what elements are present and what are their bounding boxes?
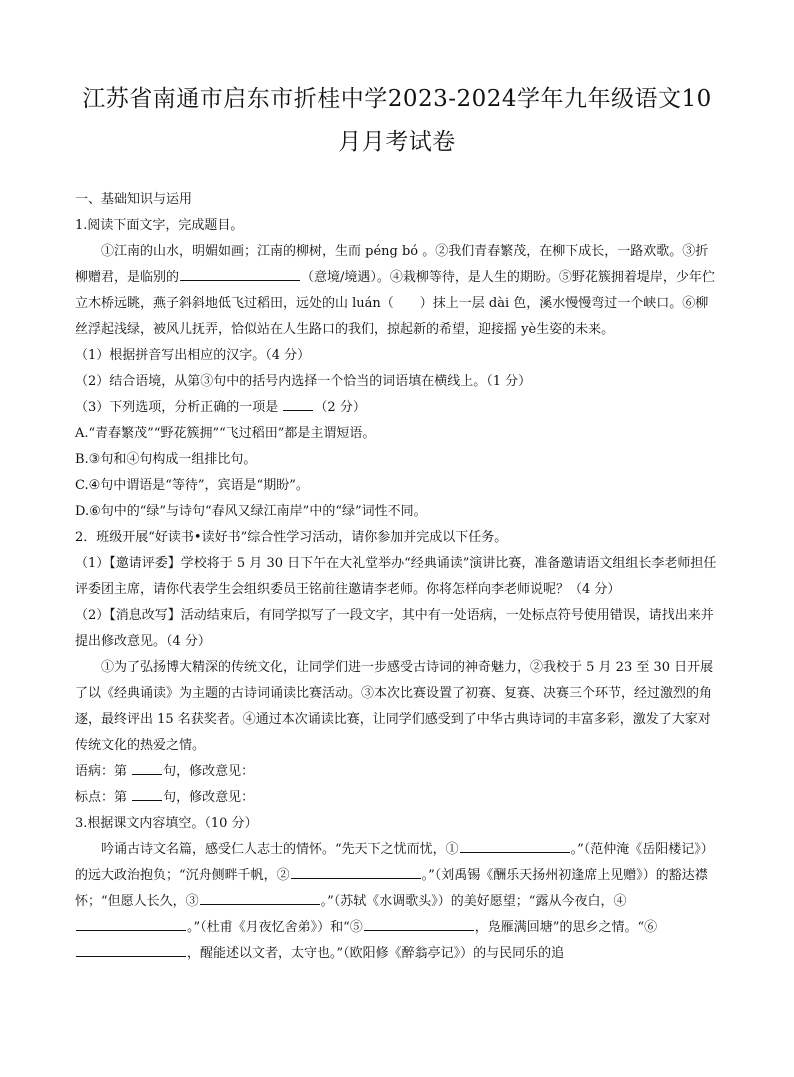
q1-option-d: D.⑥句中的“绿”与诗句“春风又绿江南岸”中的“绿”词性不同。 xyxy=(75,504,427,519)
q1-option-b: B.③句和④句构成一组排比句。 xyxy=(75,452,257,467)
q1-passage-b: （意境/境遇）。④栽柳等待，是人生的期盼。⑤野花簇拥着堤岸，少年伫立木桥远眺，燕子斜斜地低飞过稻田，远处的山 luán（ ）抹上一层 dài 色，溪水慢慢弯过一个峡口。⑥柳丝浮起浅绿，被风儿抚弄，恰似站在人生路口的我们，掠起新的希望，迎接摇 yè生姿的未来。 xyxy=(75,270,715,337)
q1-sub3-a: （3）下列选项，分析正确的一项是 xyxy=(75,400,279,415)
q2-sub1: （1）【邀请评委】学校将于 5 月 30 日下午在大礼堂举办“经典诵读”演讲比赛，准备邀请语文组组长李老师担任评委团主席，请你代表学生会组织委员王铭前往邀请李老师。你将怎样向李老师说呢？（4 分） xyxy=(75,556,717,597)
q3-seg-6: ，凫雁满回塘”的思乡之情。“⑥ xyxy=(474,920,658,935)
title-line-2: 月月考试卷 xyxy=(338,129,456,155)
q2-punct-a: 标点：第 xyxy=(75,790,128,805)
q2-grammar-line xyxy=(75,759,719,785)
q2-grammar-a: 语病：第 xyxy=(75,764,128,779)
blank-line xyxy=(291,863,421,879)
q3-passage xyxy=(75,837,719,967)
q1-option-c: C.④句中谓语是“等待”，宾语是“期盼”。 xyxy=(75,478,309,493)
q3-seg-2: 。”（范仲淹《岳阳楼记》）的远大政治抱负；“沉舟侧畔千帆，② xyxy=(75,842,714,883)
blank-line xyxy=(460,837,570,853)
q2-grammar-b: 句，修改意见： xyxy=(163,764,255,779)
q3-seg-3: 。”（刘禹锡《酬乐天扬州初逢席上见赠》）的豁达襟怀；“但愿人长久，③ xyxy=(75,868,708,909)
exam-content xyxy=(75,187,719,967)
q1-stem: 1.阅读下面文字，完成题目。 xyxy=(75,218,244,233)
blank-line xyxy=(76,915,186,931)
blank-line xyxy=(283,395,313,411)
blank-line xyxy=(132,785,162,801)
q3-stem: 3.根据课文内容填空。（10 分） xyxy=(75,816,258,831)
title-line-1: 江苏省南通市启东市折桂中学2023-2024学年九年级语文10 xyxy=(82,86,712,112)
blank-line xyxy=(76,941,186,957)
q3-seg-1: 吟诵古诗文名篇，感受仁人志士的情怀。“先天下之忧而忧，① xyxy=(101,842,459,857)
q2-stem: 2．班级开展“好读书•读好书”综合性学习活动，请你参加并完成以下任务。 xyxy=(75,530,508,545)
blank-line xyxy=(132,759,162,775)
exam-title xyxy=(60,78,734,164)
q1-sub2: （2）结合语境，从第③句中的括号内选择一个恰当的词语填在横线上。（1 分） xyxy=(75,374,532,389)
blank-line xyxy=(200,889,320,905)
q3-seg-5: 。”（杜甫《月夜忆舍弟》）和“⑤ xyxy=(187,920,363,935)
blank-line xyxy=(364,915,474,931)
section-heading: 一、基础知识与运用 xyxy=(75,192,193,207)
q2-punct-b: 句，修改意见： xyxy=(163,790,255,805)
q1-sub3-b: （2 分） xyxy=(314,400,366,415)
q2-punct-line xyxy=(75,785,719,811)
q2-passage: ①为了弘扬博大精深的传统文化，让同学们进一步感受古诗词的神奇魅力，②我校于 5 月 23 至 30 日开展了以《经典诵读》为主题的古诗词诵读比赛活动。③本次比赛设置了初赛、复赛、决赛三个环节，经过激烈的角逐，最终评出 15 名获奖者。④通过本次诵读比赛，让同学们感受到了中华古典诗词的丰富多彩，激发了大家对传统文化的热爱之情。 xyxy=(75,660,714,753)
q2-sub2: （2）【消息改写】活动结束后，有同学拟写了一段文字，其中有一处语病，一处标点符号使用错误，请找出来并提出修改意见。（4 分） xyxy=(75,608,714,649)
blank-line xyxy=(180,265,300,281)
q1-sub1: （1）根据拼音写出相应的汉字。（4 分） xyxy=(75,348,311,363)
q1-passage-a: ①江南的山水，明媚如画；江南的柳树，生而 péng bó 。②我们青春繁茂，在柳下成长，一路欢歌。③折柳赠君，是临别的 xyxy=(75,244,709,285)
q1-sub3 xyxy=(75,395,719,421)
q1-option-a: A.“青春繁茂”“野花簇拥”“飞过稻田”都是主谓短语。 xyxy=(75,426,376,441)
q1-passage xyxy=(75,239,719,343)
q3-seg-4: 。”（苏轼《水调歌头》）的美好愿望；“露从今夜白，④ xyxy=(320,894,627,909)
q3-seg-7: ，醒能述以文者，太守也。”（欧阳修《醉翁亭记》）的与民同乐的追 xyxy=(187,946,565,961)
